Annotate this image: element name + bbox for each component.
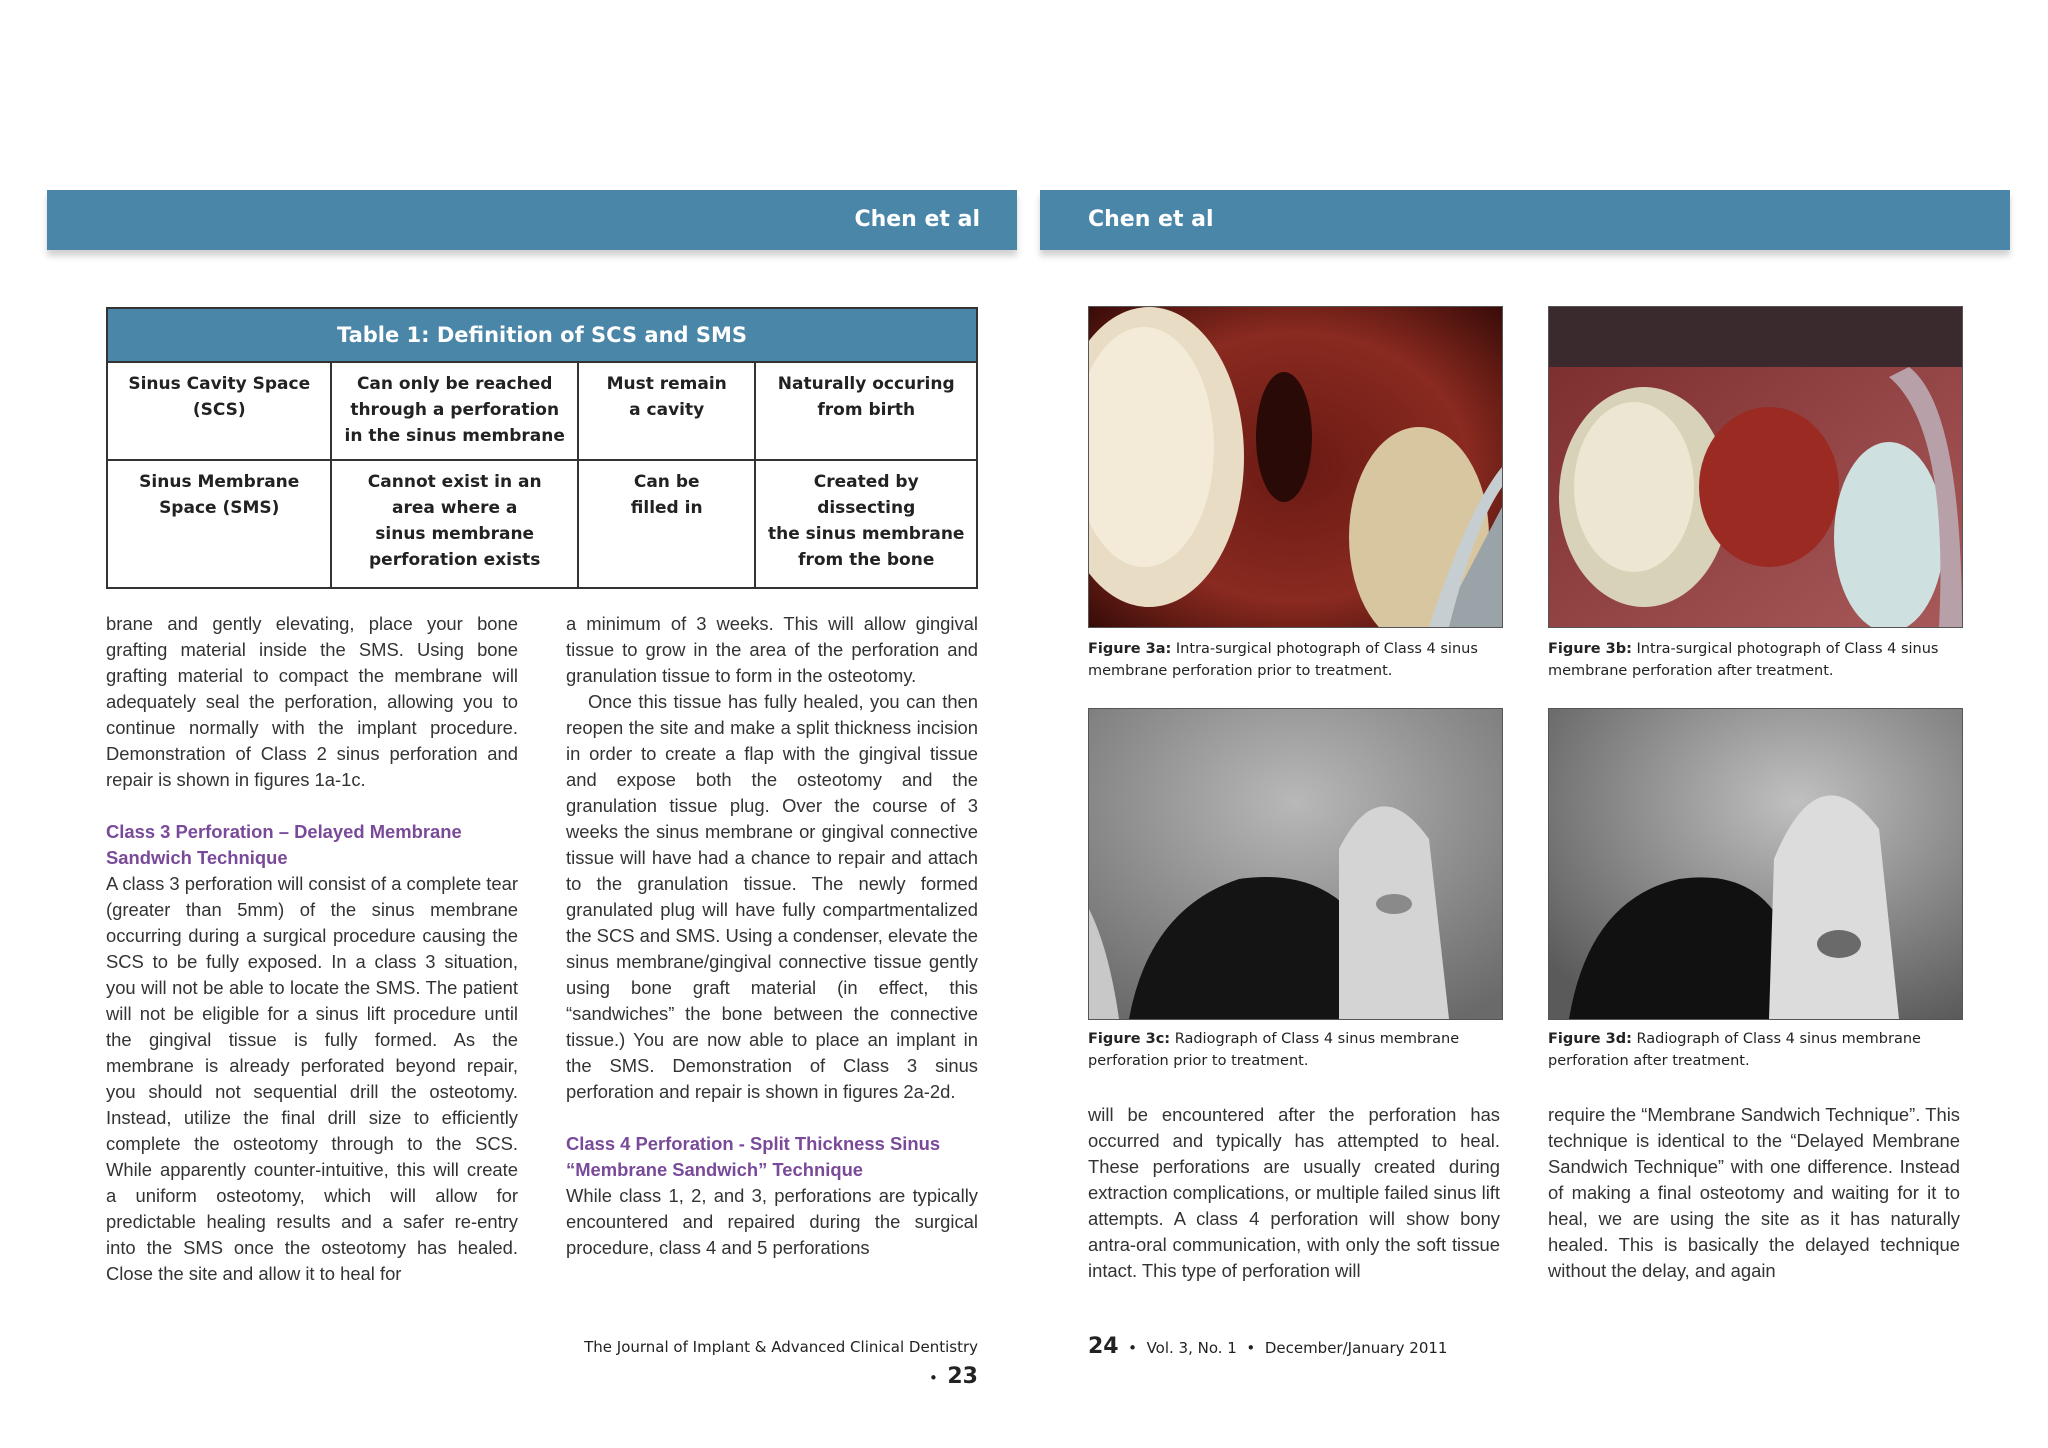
figure-label: Figure 3d:: [1548, 1031, 1632, 1047]
text-column-3: [1088, 1102, 1500, 1284]
table-cell: Sinus Cavity Space (SCS): [107, 362, 331, 460]
footer-right: [1088, 1332, 1688, 1363]
figure-label: Figure 3c:: [1088, 1031, 1171, 1047]
table-cell: Created by dissecting the sinus membrane from the bone: [755, 460, 977, 588]
text-column-2: [566, 611, 978, 1261]
text-column-4: [1548, 1102, 1960, 1284]
figure-3b-caption: [1548, 638, 1968, 682]
figure-caption-text: Intra-surgical photograph of Class 4 sinus membrane perforation prior to treatment.: [1088, 641, 1478, 679]
figure-3c-caption: [1088, 1028, 1508, 1072]
table-cell: Must remain a cavity: [578, 362, 756, 460]
definition-table: [106, 307, 978, 589]
header-band-left: [47, 190, 1017, 250]
table-row: [107, 460, 977, 588]
paragraph: While class 1, 2, and 3, perforations are typically encountered and repaired during the surgical procedure, class 4 and 5 perforations: [566, 1185, 978, 1258]
table-title: Table 1: Definition of SCS and SMS: [107, 308, 977, 362]
paragraph: a minimum of 3 weeks. This will allow gingival tissue to grow in the area of the perforation and granulation tissue to form in the osteotomy.: [566, 613, 978, 686]
table-cell: Can be filled in: [578, 460, 756, 588]
issue-date: December/January 2011: [1264, 1339, 1448, 1357]
volume-info: Vol. 3, No. 1: [1146, 1339, 1237, 1357]
figure-caption-text: Intra-surgical photograph of Class 4 sinus membrane perforation after treatment.: [1548, 641, 1939, 679]
running-header-left: Chen et al: [854, 207, 980, 232]
surgical-photo-image: [1089, 307, 1502, 627]
footer-separator: •: [1246, 1339, 1256, 1357]
table-cell: Can only be reached through a perforation in the sinus membrane: [331, 362, 577, 460]
paragraph: Once this tissue has fully healed, you can then reopen the site and make a split thickness incision in order to create a flap with the gingival tissue and expose both the osteotomy and the granulation tissue plug. Over the course of 3 weeks the sinus membrane or gingival connective tissue will have had a chance to repair and attach to the granulation tissue. The newly formed granulated plug will have fully compartmentalized the SCS and SMS. Using a condenser, elevate the sinus membrane/gingival connective tissue gently using bone graft material (in effect, this “sandwiches” the bone between the connective tissue.) You are now able to place an implant in the SMS. Demonstration of Class 3 sinus perforation and repair is shown in figures 2a-2d.: [566, 691, 978, 1102]
table-row: [107, 362, 977, 460]
running-header-right: Chen et al: [1088, 207, 1214, 232]
figure-3d-caption: [1548, 1028, 1968, 1072]
page-number-left: 23: [947, 1364, 978, 1389]
figure-caption-text: Radiograph of Class 4 sinus membrane perforation prior to treatment.: [1088, 1031, 1460, 1069]
radiograph-image: [1549, 709, 1962, 1019]
figure-caption-text: Radiograph of Class 4 sinus membrane perforation after treatment.: [1548, 1031, 1921, 1069]
footer-separator: •: [1128, 1339, 1138, 1357]
page-number-right: 24: [1088, 1334, 1119, 1359]
paragraph: A class 3 perforation will consist of a complete tear (greater than 5mm) of the sinus membrane occurring during a surgical procedure causing the SCS to be fully exposed. In a class 3 situation, you will not be able to locate the SMS. The patient will not be eligible for a sinus lift procedure until the gingival tissue is fully formed. As the membrane is already perforated beyond repair, you should not sequential drill the osteotomy. Instead, utilize the final drill size to efficiently complete the osteotomy through to the SCS. While apparently counter-intuitive, this will create a uniform osteotomy, which will allow for predictable healing results and a safer re-entry into the SMS once the osteotomy has healed. Close the site and allow it to heal for: [106, 873, 518, 1284]
figure-label: Figure 3b:: [1548, 641, 1632, 657]
radiograph-image: [1089, 709, 1502, 1019]
figure-3a-caption: [1088, 638, 1508, 682]
table-cell: Cannot exist in an area where a sinus membrane perforation exists: [331, 460, 577, 588]
section-heading: Class 3 Perforation – Delayed Membrane Sandwich Technique: [106, 821, 462, 868]
figure-3b-image: [1548, 306, 1963, 628]
figure-3d-image: [1548, 708, 1963, 1020]
paragraph: brane and gently elevating, place your bone grafting material inside the SMS. Using bone grafting material to compact the membrane will adequately seal the perforation, allowing you to continue normally with the implant procedure. Demonstration of Class 2 sinus perforation and repair is shown in figures 1a-1c.: [106, 613, 518, 790]
paragraph: will be encountered after the perforation has occurred and typically has attempted to heal. These perforations are usually created during extraction complications, or multiple failed sinus lift attempts. A class 4 perforation will show bony antra-oral communication, with only the soft tissue intact. This type of perforation will: [1088, 1104, 1500, 1281]
figure-3a-image: [1088, 306, 1503, 628]
header-band-right: [1040, 190, 2010, 250]
table-cell: Naturally occuring from birth: [755, 362, 977, 460]
journal-name: The Journal of Implant & Advanced Clinical Dentistry: [584, 1338, 978, 1356]
paragraph: require the “Membrane Sandwich Technique”. This technique is identical to the “Delayed Membrane Sandwich Technique” with one difference. Instead of making a final osteotomy and waiting for it to heal, we are using the site as it has naturally healed. This is basically the delayed technique without the delay, and again: [1548, 1104, 1960, 1281]
footer-left: [566, 1332, 978, 1393]
text-column-1: [106, 611, 518, 1287]
table-cell: Sinus Membrane Space (SMS): [107, 460, 331, 588]
surgical-photo-image: [1549, 307, 1962, 627]
footer-separator: •: [928, 1369, 938, 1387]
figure-3c-image: [1088, 708, 1503, 1020]
section-heading: Class 4 Perforation - Split Thickness Sinus “Membrane Sandwich” Technique: [566, 1133, 941, 1180]
figure-label: Figure 3a:: [1088, 641, 1172, 657]
